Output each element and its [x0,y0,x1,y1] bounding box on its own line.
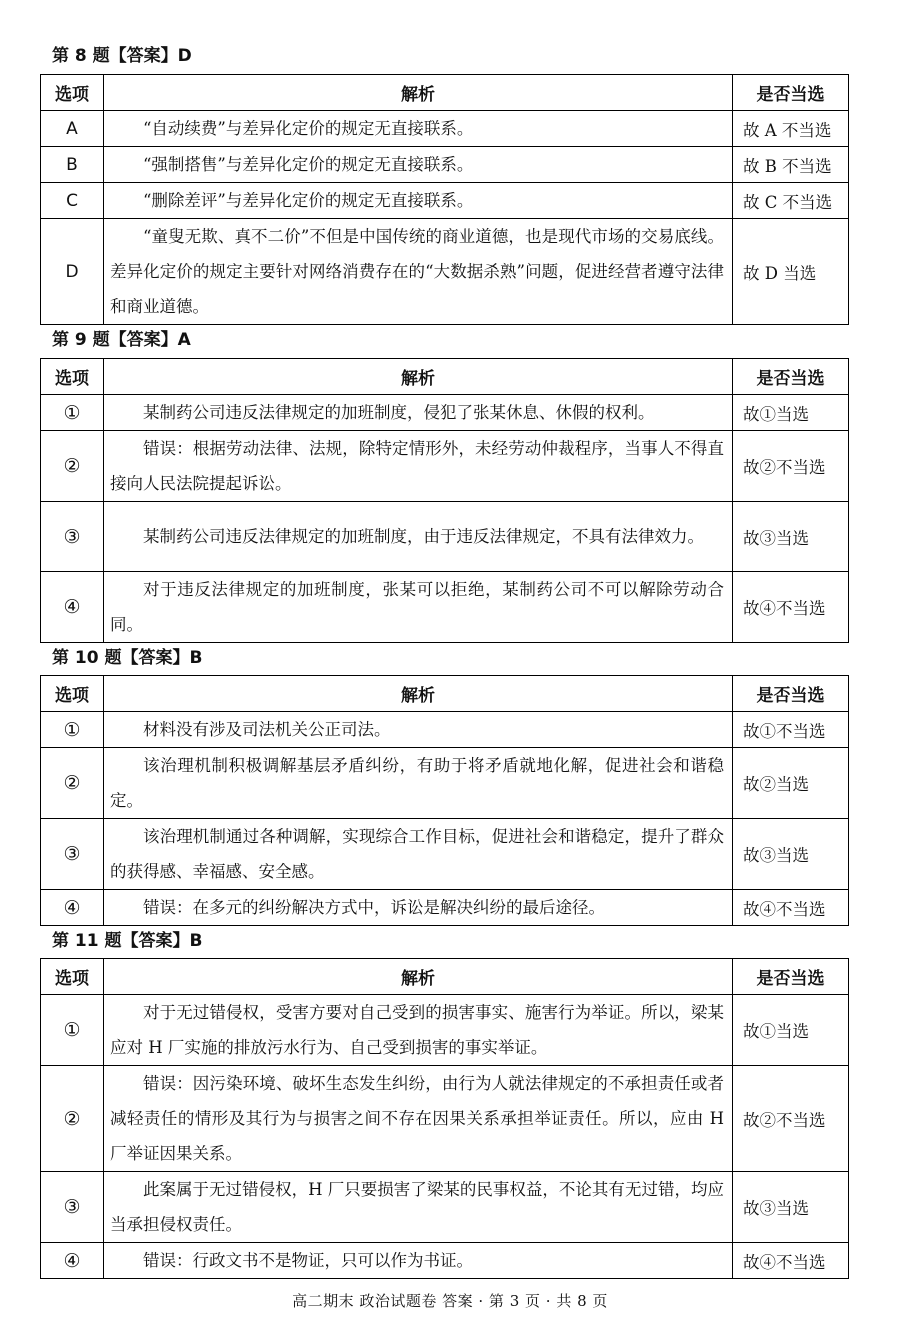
option-label: ④ [41,572,104,643]
analysis-text: 错误：行政文书不是物证，只可以作为书证。 [104,1243,733,1279]
header-option: 选项 [41,959,104,995]
verdict-text: 故 A 不当选 [733,111,849,147]
option-label: B [41,147,104,183]
table-header-row [41,959,849,995]
option-label: ③ [41,1172,104,1243]
option-label: C [41,183,104,219]
option-label: ④ [41,1243,104,1279]
verdict-text: 故②不当选 [733,1066,849,1172]
verdict-text: 故③当选 [733,502,849,572]
table-row [41,395,849,431]
header-analysis: 解析 [104,75,733,111]
analysis-text: “删除差评”与差异化定价的规定无直接联系。 [104,183,733,219]
header-option: 选项 [41,676,104,712]
option-label: ③ [41,819,104,890]
table-row [41,219,849,325]
question-10-table [40,675,849,926]
verdict-text: 故 D 当选 [733,219,849,325]
question-11-table [40,958,849,1279]
header-option: 选项 [41,75,104,111]
analysis-text: 错误：根据劳动法律、法规，除特定情形外，未经劳动仲裁程序，当事人不得直接向人民法院提起诉讼。 [104,431,733,502]
question-9-heading: 第 9 题【答案】A [52,330,191,350]
verdict-text: 故②不当选 [733,431,849,502]
option-label: ② [41,748,104,819]
analysis-text: “童叟无欺、真不二价”不但是中国传统的商业道德，也是现代市场的交易底线。差异化定价的规定主要针对网络消费存在的“大数据杀熟”问题，促进经营者遵守法律和商业道德。 [104,219,733,325]
table-row [41,1172,849,1243]
question-8-heading: 第 8 题【答案】D [52,46,192,66]
header-analysis: 解析 [104,359,733,395]
analysis-text: 某制药公司违反法律规定的加班制度，侵犯了张某休息、休假的权利。 [104,395,733,431]
table-row [41,1243,849,1279]
analysis-text: “自动续费”与差异化定价的规定无直接联系。 [104,111,733,147]
option-label: ③ [41,502,104,572]
verdict-text: 故②当选 [733,748,849,819]
verdict-text: 故④不当选 [733,572,849,643]
option-label: ① [41,995,104,1066]
analysis-text: 此案属于无过错侵权，H 厂只要损害了梁某的民事权益，不论其有无过错，均应当承担侵权责任。 [104,1172,733,1243]
analysis-text: 错误：因污染环境、破坏生态发生纠纷，由行为人就法律规定的不承担责任或者减轻责任的情形及其行为与损害之间不存在因果关系承担举证责任。所以，应由 H 厂举证因果关系。 [104,1066,733,1172]
table-row [41,712,849,748]
verdict-text: 故①不当选 [733,712,849,748]
header-verdict: 是否当选 [733,676,849,712]
verdict-text: 故 B 不当选 [733,147,849,183]
header-verdict: 是否当选 [733,959,849,995]
table-row [41,147,849,183]
option-label: D [41,219,104,325]
table-row [41,572,849,643]
page-footer: 高二期末 政治试题卷 答案 · 第 3 页 · 共 8 页 [292,1292,608,1310]
analysis-text: 对于无过错侵权，受害方要对自己受到的损害事实、施害行为举证。所以，梁某应对 H 厂实施的排放污水行为、自己受到损害的事实举证。 [104,995,733,1066]
verdict-text: 故③当选 [733,819,849,890]
table-header-row [41,676,849,712]
verdict-text: 故④不当选 [733,1243,849,1279]
analysis-text: 该治理机制通过各种调解，实现综合工作目标，促进社会和谐稳定，提升了群众的获得感、幸福感、安全感。 [104,819,733,890]
table-row [41,183,849,219]
question-11-heading: 第 11 题【答案】B [52,931,203,951]
verdict-text: 故④不当选 [733,890,849,926]
question-10-heading: 第 10 题【答案】B [52,648,203,668]
table-row [41,502,849,572]
table-row [41,111,849,147]
header-analysis: 解析 [104,676,733,712]
option-label: ① [41,712,104,748]
option-label: ② [41,431,104,502]
option-label: ② [41,1066,104,1172]
table-header-row [41,75,849,111]
option-label: ① [41,395,104,431]
option-label: A [41,111,104,147]
table-header-row [41,359,849,395]
table-row [41,819,849,890]
verdict-text: 故①当选 [733,395,849,431]
header-analysis: 解析 [104,959,733,995]
table-row [41,995,849,1066]
table-row [41,431,849,502]
question-8-table [40,74,849,325]
option-label: ④ [41,890,104,926]
analysis-text: 某制药公司违反法律规定的加班制度，由于违反法律规定，不具有法律效力。 [104,502,733,572]
table-row [41,1066,849,1172]
header-verdict: 是否当选 [733,75,849,111]
verdict-text: 故①当选 [733,995,849,1066]
table-row [41,890,849,926]
analysis-text: 材料没有涉及司法机关公正司法。 [104,712,733,748]
table-row [41,748,849,819]
header-option: 选项 [41,359,104,395]
verdict-text: 故 C 不当选 [733,183,849,219]
analysis-text: 对于违反法律规定的加班制度，张某可以拒绝，某制药公司不可以解除劳动合同。 [104,572,733,643]
header-verdict: 是否当选 [733,359,849,395]
analysis-text: 错误：在多元的纠纷解决方式中，诉讼是解决纠纷的最后途径。 [104,890,733,926]
question-9-table [40,358,849,643]
analysis-text: 该治理机制积极调解基层矛盾纠纷，有助于将矛盾就地化解，促进社会和谐稳定。 [104,748,733,819]
verdict-text: 故③当选 [733,1172,849,1243]
analysis-text: “强制搭售”与差异化定价的规定无直接联系。 [104,147,733,183]
